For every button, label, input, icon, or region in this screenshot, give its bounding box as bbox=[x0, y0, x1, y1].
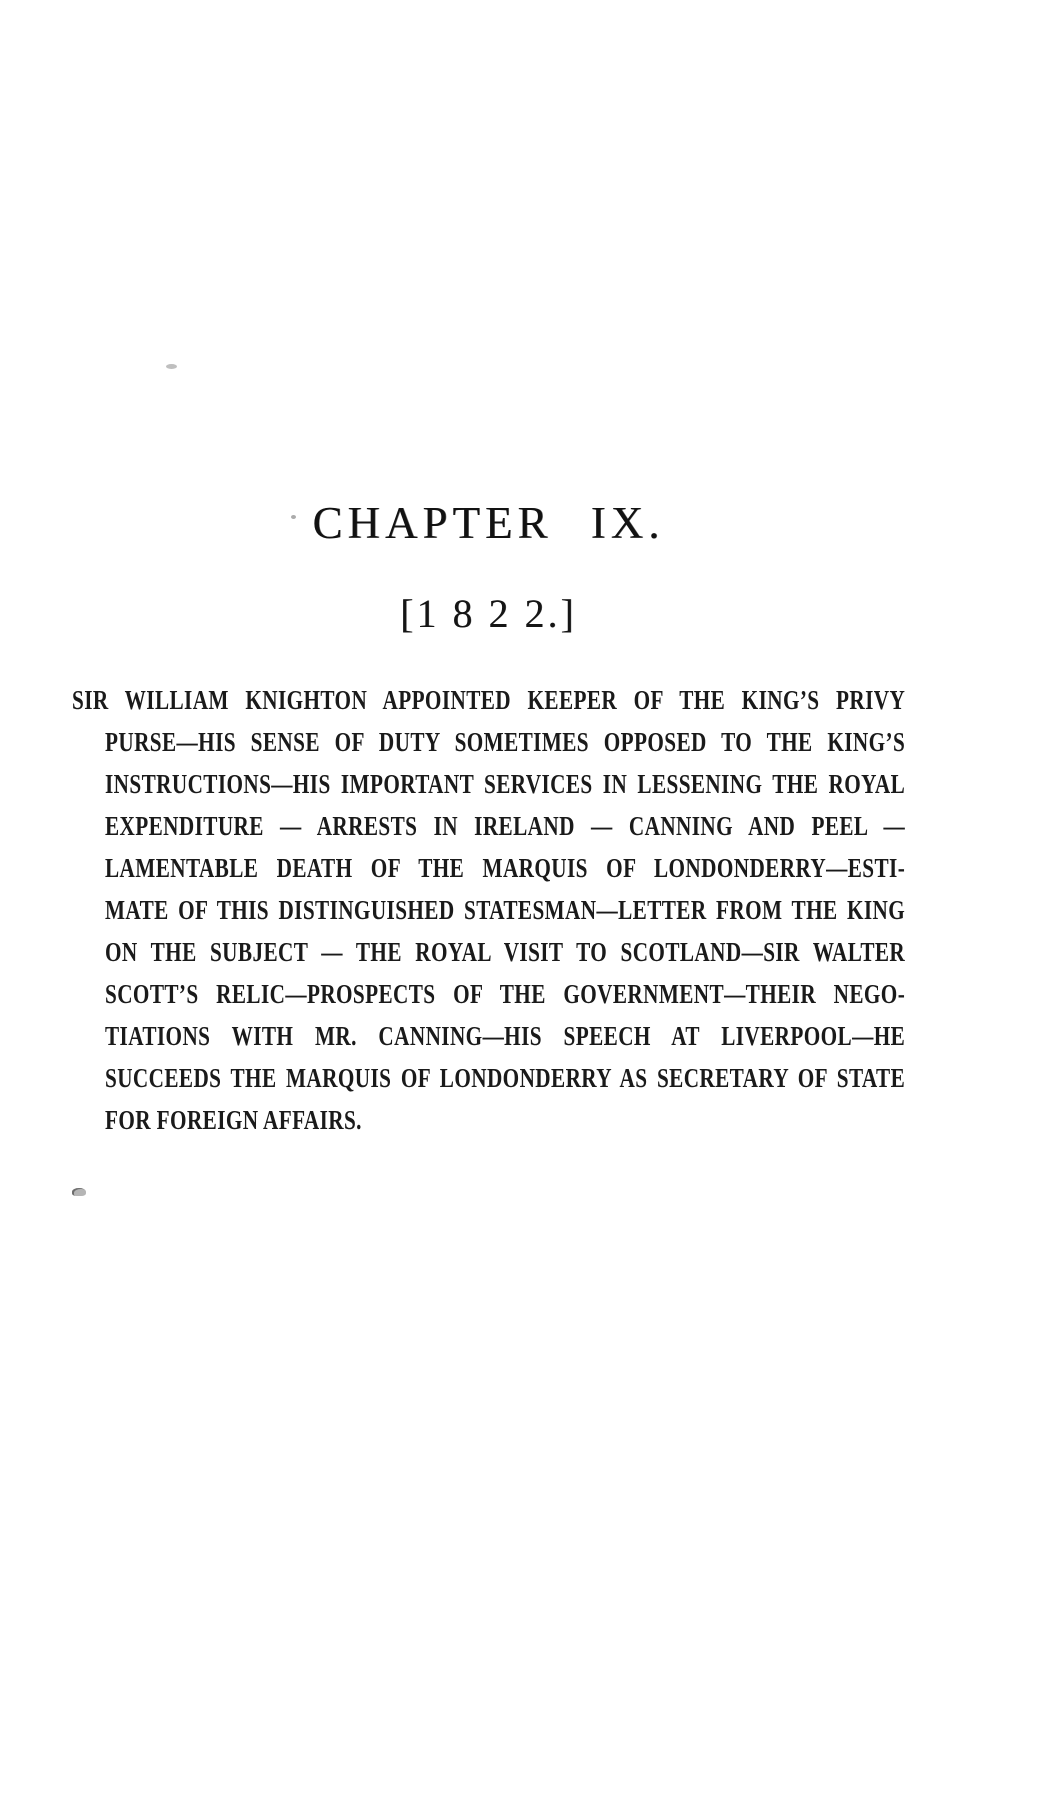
chapter-summary bbox=[72, 679, 905, 1141]
chapter-date-heading: [1 8 2 2.] bbox=[400, 591, 577, 636]
chapter-heading: CHAPTER IX. bbox=[312, 498, 665, 548]
summary-line: FOR FOREIGN AFFAIRS. bbox=[105, 1105, 362, 1135]
summary-line: MATE OF THIS DISTINGUISHED STATESMAN—LETTER FROM THE KING bbox=[105, 895, 906, 925]
summary-line: SIR WILLIAM KNIGHTON APPOINTED KEEPER OF THE KING’S PRIVY bbox=[72, 685, 906, 715]
summary-line: ON THE SUBJECT — THE ROYAL VISIT TO SCOTLAND—SIR WALTER bbox=[105, 937, 906, 967]
summary-line: INSTRUCTIONS—HIS IMPORTANT SERVICES IN LESSENING THE ROYAL bbox=[105, 769, 906, 799]
summary-line: SUCCEEDS THE MARQUIS OF LONDONDERRY AS SECRETARY OF STATE bbox=[105, 1063, 906, 1093]
summary-line: TIATIONS WITH MR. CANNING—HIS SPEECH AT LIVERPOOL—HE bbox=[105, 1021, 906, 1051]
scan-artifact bbox=[166, 364, 177, 369]
summary-line: LAMENTABLE DEATH OF THE MARQUIS OF LONDONDERRY—ESTI- bbox=[105, 853, 906, 883]
summary-line: SCOTT’S RELIC—PROSPECTS OF THE GOVERNMENT—THEIR NEGO- bbox=[105, 979, 906, 1009]
summary-line: PURSE—HIS SENSE OF DUTY SOMETIMES OPPOSED TO THE KING’S bbox=[105, 727, 906, 757]
summary-line: EXPENDITURE — ARRESTS IN IRELAND — CANNING AND PEEL — bbox=[105, 811, 906, 841]
scan-artifact bbox=[72, 1188, 86, 1196]
